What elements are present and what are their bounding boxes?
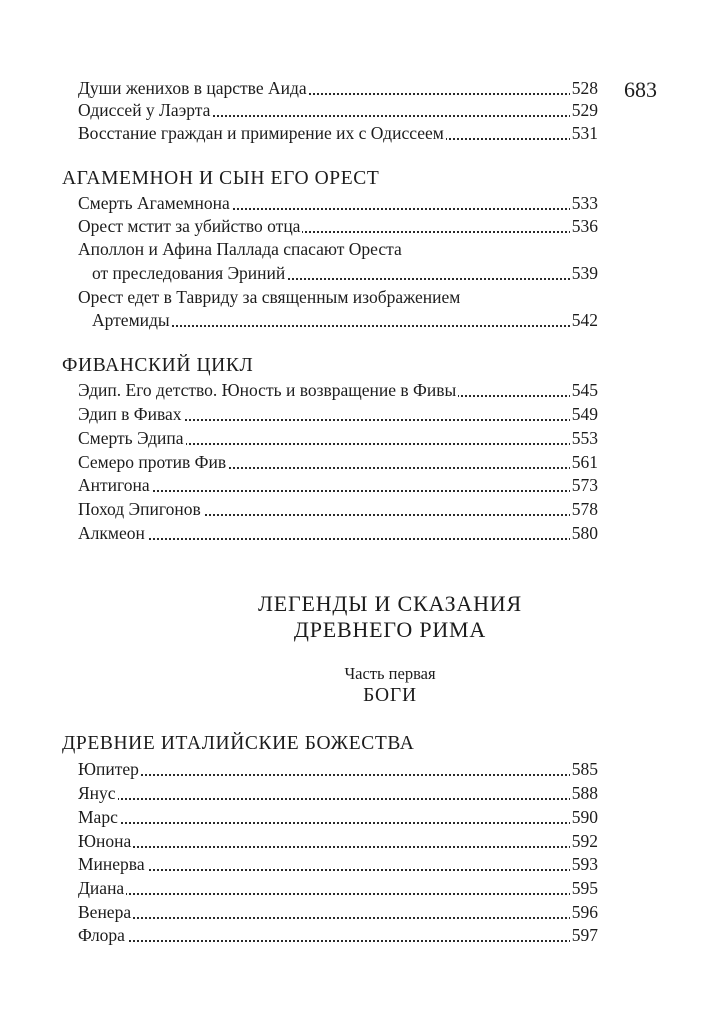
section-heading-italic-gods: ДРЕВНИЕ ИТАЛИЙСКИЕ БОЖЕСТВА bbox=[62, 733, 415, 754]
part-title-line2: ДРЕВНЕГО РИМА bbox=[293, 617, 487, 642]
toc-entry-title: Орест мстит за убийство отца bbox=[78, 216, 301, 236]
toc-entry-page: 593 bbox=[571, 854, 598, 874]
dot-leader bbox=[78, 893, 598, 895]
toc-entry[interactable] bbox=[78, 923, 598, 947]
toc-entry-title: Диана bbox=[78, 878, 125, 898]
toc-entry[interactable] bbox=[78, 450, 598, 474]
toc-entry-page: 585 bbox=[571, 759, 598, 779]
part-subtitle: БОГИ bbox=[363, 685, 417, 706]
toc-entry-title: от преследования Эриний bbox=[92, 263, 286, 283]
section-heading-agamemnon: АГАМЕМНОН И СЫН ЕГО ОРЕСТ bbox=[62, 168, 380, 189]
toc-entry-page: 590 bbox=[571, 807, 598, 827]
dot-leader bbox=[78, 822, 598, 824]
toc-entry[interactable] bbox=[78, 805, 598, 829]
toc-entry[interactable] bbox=[78, 757, 598, 781]
dot-leader bbox=[78, 538, 598, 540]
toc-entry-page: 528 bbox=[571, 78, 598, 98]
toc-entry-page: 545 bbox=[571, 380, 598, 400]
toc-entry[interactable] bbox=[78, 900, 598, 924]
dot-leader bbox=[78, 490, 598, 492]
toc-entry-title: Эдип в Фивах bbox=[78, 404, 182, 424]
page-number: 683 bbox=[624, 77, 657, 102]
toc-entry-title: Минерва bbox=[78, 854, 145, 874]
toc-entry-page: 580 bbox=[571, 523, 598, 543]
toc-entry-title: Артемиды bbox=[92, 310, 170, 330]
dot-leader bbox=[78, 917, 598, 919]
dot-leader bbox=[78, 798, 598, 800]
toc-entry-title: Души женихов в царстве Аида bbox=[78, 78, 307, 98]
toc-entry-title: Венера bbox=[78, 902, 132, 922]
toc-entry-page: 553 bbox=[571, 428, 598, 448]
toc-entry[interactable] bbox=[78, 852, 598, 876]
toc-entry-title: Смерть Агамемнона bbox=[78, 193, 230, 213]
toc-entry-title-line1[interactable]: Орест едет в Тавриду за священным изображением bbox=[78, 287, 461, 307]
section-heading-theban: ФИВАНСКИЙ ЦИКЛ bbox=[62, 355, 254, 376]
toc-entry[interactable] bbox=[78, 781, 598, 805]
toc-entry[interactable] bbox=[78, 829, 598, 853]
toc-entry-page: 592 bbox=[571, 831, 598, 851]
toc-entry-title-line1[interactable]: Аполлон и Афина Паллада спасают Ореста bbox=[78, 239, 402, 259]
toc-entry-title: Одиссей у Лаэрта bbox=[78, 100, 211, 120]
dot-leader bbox=[78, 940, 598, 942]
toc-entry-page: 529 bbox=[571, 100, 598, 120]
toc-entry-title: Поход Эпигонов bbox=[78, 499, 201, 519]
part-title-line1: ЛЕГЕНДЫ И СКАЗАНИЯ bbox=[258, 591, 522, 616]
toc-entry-title: Юпитер bbox=[78, 759, 139, 779]
toc-entry-page: 549 bbox=[571, 404, 598, 424]
toc-entry[interactable] bbox=[78, 876, 598, 900]
toc-entry[interactable] bbox=[78, 76, 598, 100]
toc-entry-title: Смерть Эдипа bbox=[78, 428, 184, 448]
toc-entry[interactable] bbox=[92, 308, 598, 332]
toc-entry-page: 542 bbox=[571, 310, 598, 330]
toc-entry-title: Семеро против Фив bbox=[78, 452, 227, 472]
dot-leader bbox=[78, 869, 598, 871]
toc-entry-page: 588 bbox=[571, 783, 598, 803]
toc-entry[interactable] bbox=[78, 191, 598, 215]
toc-entry-page: 533 bbox=[571, 193, 598, 213]
toc-entry-title: Восстание граждан и примирение их с Одиссеем bbox=[78, 123, 444, 143]
toc-entry-page: 561 bbox=[571, 452, 598, 472]
toc-entry-title: Алкмеон bbox=[78, 523, 145, 543]
toc-entry-page: 596 bbox=[571, 902, 598, 922]
toc-entry[interactable] bbox=[78, 214, 598, 238]
dot-leader bbox=[78, 846, 598, 848]
toc-entry-title: Марс bbox=[78, 807, 118, 827]
toc-entry[interactable] bbox=[78, 497, 598, 521]
toc-entry[interactable] bbox=[78, 98, 598, 122]
toc-entry-title: Юнона bbox=[78, 831, 132, 851]
toc-entry-title: Эдип. Его детство. Юность и возвращение в Фивы bbox=[78, 380, 457, 400]
toc-entry-page: 578 bbox=[571, 499, 598, 519]
dot-leader bbox=[78, 774, 598, 776]
toc-entry[interactable] bbox=[78, 402, 598, 426]
toc-entry-title: Антигона bbox=[78, 475, 150, 495]
toc-entry[interactable] bbox=[78, 473, 598, 497]
toc-entry[interactable] bbox=[78, 521, 598, 545]
toc-entry[interactable] bbox=[78, 121, 598, 145]
toc-entry[interactable] bbox=[78, 426, 598, 450]
part-label: Часть первая bbox=[344, 664, 436, 683]
toc-entry-title: Флора bbox=[78, 925, 125, 945]
toc-entry-page: 573 bbox=[571, 475, 598, 495]
toc-entry[interactable] bbox=[92, 261, 598, 285]
toc-entry-page: 539 bbox=[571, 263, 598, 283]
toc-entry[interactable] bbox=[78, 378, 598, 402]
toc-entry-page: 595 bbox=[571, 878, 598, 898]
toc-entry-title: Янус bbox=[78, 783, 116, 803]
toc-entry-page: 531 bbox=[571, 123, 598, 143]
toc-entry-page: 536 bbox=[571, 216, 598, 236]
toc-entry-page: 597 bbox=[571, 925, 598, 945]
